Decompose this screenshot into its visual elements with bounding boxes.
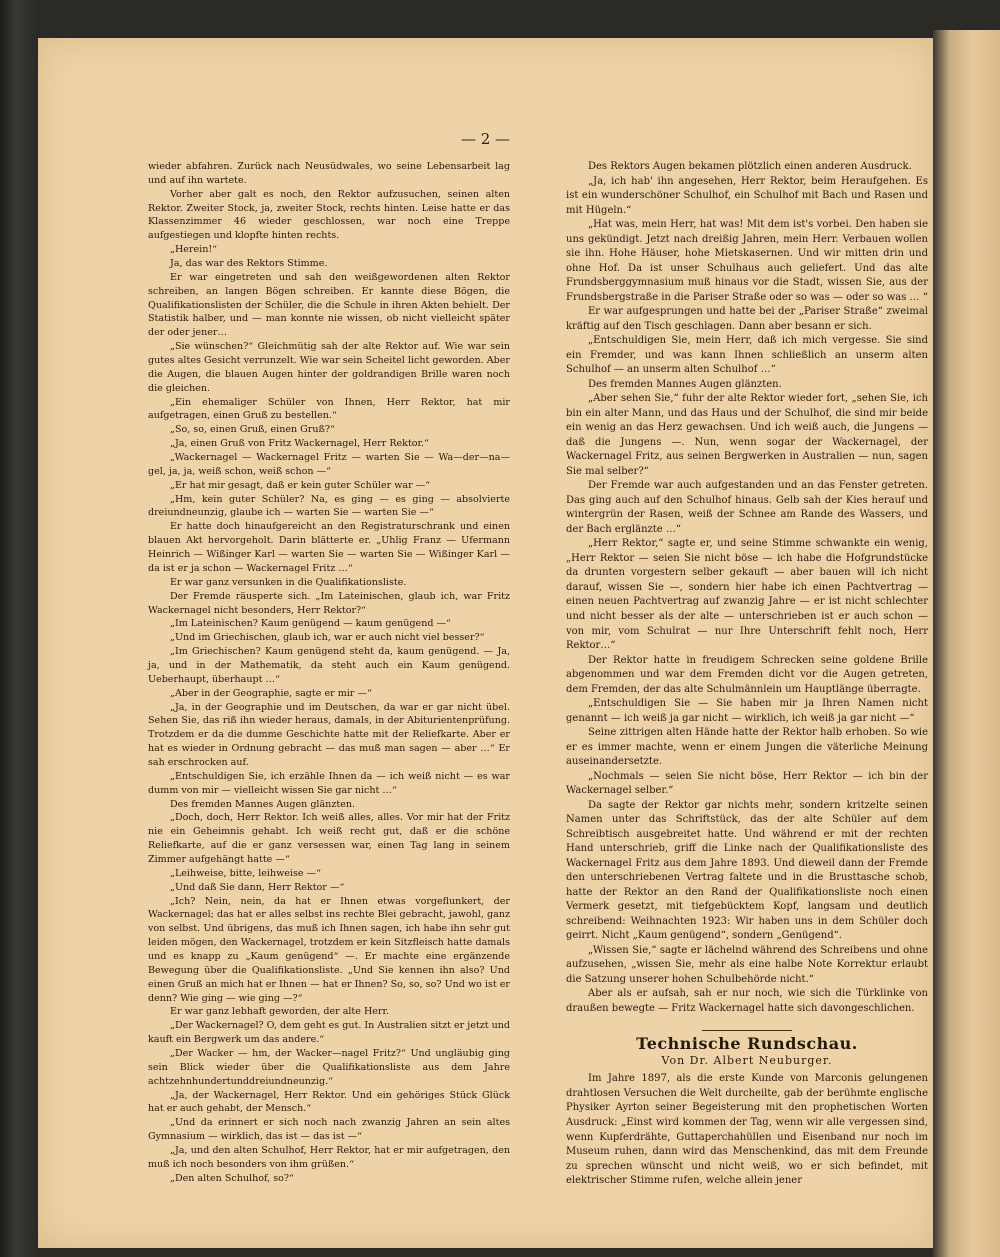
paragraph: „So, so, einen Gruß, einen Gruß?“ xyxy=(170,424,335,436)
section-divider xyxy=(702,1030,792,1031)
paragraph: Aber als er aufsah, sah er nur noch, wie sich die Türklinke von draußen bewegte — Fritz Wackernagel hatte sich davongeschlichen. xyxy=(566,988,928,1014)
paragraph: „Hm, kein guter Schüler? Na, es ging — es ging — absolvierte dreiundneunzig, glaube ich — warten Sie — warten Sie —“ xyxy=(148,493,510,519)
paragraph: „Hat was, mein Herr, hat was! Mit dem ist's vorbei. Den haben sie uns gekündigt. Jetzt nach dreißig Jahren, mein Herr. Verbauen wollen sie ihn. Hohe Häuser, hohe Mietskasernen. Und wir mitten drin und ohne Hof. Da ist unser Schulhaus auch geliefert. Und das alte Frundsberggymnasium muß hinaus vor die Stadt, wissen Sie, aus der Frundsbergstraße in die Pariser Straße oder so was — oder so was … “ xyxy=(566,219,928,303)
paragraph: „Und im Griechischen, glaub ich, war er auch nicht viel besser?“ xyxy=(170,632,485,644)
paragraph: „Doch, doch, Herr Rektor. Ich weiß alles, alles. Vor mir hat der Fritz nie ein Geheimnis gehabt. Ich weiß recht gut, daß er die schöne Reliefkarte, auf die er ganz versessen war, einen Tag lang in seinem Zimmer aufgehängt hatte —“ xyxy=(148,812,510,865)
paragraph: „Der Wacker — hm, der Wacker—nagel Fritz?“ Und ungläubig ging sein Blick wieder über die Qualifikationsliste aus dem Jahre achtzehnhundertunddreiundneunzig.“ xyxy=(148,1048,510,1087)
paragraph: Des fremden Mannes Augen glänzten. xyxy=(170,798,356,810)
paragraph: Des Rektors Augen bekamen plötzlich einen anderen Ausdruck. xyxy=(588,161,912,172)
newspaper-page xyxy=(38,38,933,1248)
page-number: — 2 — xyxy=(460,130,511,148)
paragraph: „Leihweise, bitte, leihweise —“ xyxy=(170,867,321,879)
paragraph: „Entschuldigen Sie, ich erzähle Ihnen da — ich weiß nicht — es war dumm von mir — vielleicht wissen Sie gar nicht …“ xyxy=(148,770,510,796)
paragraph: „Herein!“ xyxy=(170,244,218,256)
paragraph: „Ja, in der Geographie und im Deutschen, da war er gar nicht übel. Sehen Sie, das riß ihn wieder heraus, damals, in der Abiturientenprüfung. Trotzdem er da die dumme Geschichte hatte mit der Reliefkarte. Aber er hat es wieder in Ordnung gebracht — das muß man sagen — aber …“ Er sah erschrocken auf. xyxy=(148,701,510,768)
paragraph: „Im Griechischen? Kaum genügend steht da, kaum genügend. — Ja, ja, und in der Mathematik, da steht auch ein Kaum genügend. Ueberhaupt, überhaupt …“ xyxy=(148,646,510,685)
article-byline: Von Dr. Albert Neuburger. xyxy=(661,1053,833,1067)
paragraph: Ja, das war des Rektors Stimme. xyxy=(170,258,328,270)
next-page-edge xyxy=(933,30,1000,1257)
paragraph: „Entschuldigen Sie — Sie haben mir ja Ihren Namen nicht genannt — ich weiß ja gar nicht — wirklich, ich weiß ja gar nicht —“ xyxy=(566,698,928,724)
paragraph: „Im Lateinischen? Kaum genügend — kaum genügend —“ xyxy=(170,618,451,630)
paragraph: „Ja, ich hab' ihn angesehen, Herr Rektor, beim Heraufgehen. Es ist ein wunderschöner Schulhof, ein Schulhof mit Bach und Rasen und mit Hügeln.“ xyxy=(566,175,928,216)
paragraph: „Herr Rektor,“ sagte er, und seine Stimme schwankte ein wenig, „Herr Rektor — seien Sie nicht böse — ich habe die Hofgrundstücke da drunten vorgestern selber gekauft — aber bauen will ich nicht darauf, wissen Sie —, sondern hier habe ich einen Pachtvertrag — einen neuen Pachtvertrag auf zwanzig Jahre — er ist nicht schlechter und nicht besser als der alte — unterschrieben ist er auch schon — von mir, vom Schulrat — nur Ihre Unterschrift fehlt noch, Herr Rektor…“ xyxy=(566,538,928,652)
article-paragraph: Im Jahre 1897, als die erste Kunde von Marconis gelungenen drahtlosen Versuchen die Welt durcheilte, gab der berühmte englische Physiker Ayrton seiner Begeisterung mit den prophetischen Worten Ausdruck: „Einst wird kommen der Tag, wenn wir alle vergessen sind, wenn Kupferdrähte, Guttaperchahüllen und Eisenband nur noch im Museum ruhen, dann wird das Menschenkind, das mit dem Freunde zu sprechen wünscht und nicht weiß, wo er sich befindet, mit elektrischer Stimme rufen, welche allein jener xyxy=(566,1073,928,1187)
book-binding xyxy=(0,0,40,1257)
paragraph: „Aber in der Geographie, sagte er mir —“ xyxy=(170,687,372,699)
paragraph: „Den alten Schulhof, so?“ xyxy=(170,1172,294,1184)
paragraph: Da sagte der Rektor gar nichts mehr, sondern kritzelte seinen Namen unter das Schriftstück, das der alte Schüler auf dem Schreibtisch ausgebreitet hatte. Und während er mit der rechten Hand unterschrieb, griff die Linke nach der Qualifikationsliste des Wackernagel Fritz aus dem Jahre 1893. Und dieweil dann der Fremde den unterschriebenen Vertrag faltete und in die Brusttasche schob, hatte der Rektor an den Rand der Qualifikationsliste noch einen Vermerk gesetzt, mit tiefgebücktem Kopf, langsam und deutlich schreibend: Weihnachten 1923: Wir haben uns in dem Schüler doch geirrt. Nicht „Kaum genügend“, sondern „Genügend“. xyxy=(566,799,928,942)
right-column xyxy=(566,160,928,1189)
paragraph: „Entschuldigen Sie, mein Herr, daß ich mich vergesse. Sie sind ein Fremder, und was kann Ihnen schließlich an unserm alten Schulhof — an unserm alten Schulhof …“ xyxy=(566,335,928,376)
paragraph: „Und da erinnert er sich noch nach zwanzig Jahren an sein altes Gymnasium — wirklich, das ist — das ist —“ xyxy=(148,1117,510,1143)
paragraph: Der Fremde war auch aufgestanden und an das Fenster getreten. Das ging auch auf den Schulhof hinaus. Gelb sah der Kies herauf und wintergrün der Rasen, weiß der Schnee am Rande des Wassers, und der Bach erglänzte …“ xyxy=(566,480,928,535)
paragraph: Er hatte doch hinaufgereicht an den Registraturschrank und einen blauen Akt hervorgeholt. Darin blätterte er. „Uhlig Franz — Ufermann Heinrich — Wißinger Karl — warten Sie — warten Sie — Wißinger Karl — da ist er ja schon — Wackernagel Fritz …“ xyxy=(148,521,510,574)
paragraph: Der Rektor hatte in freudigem Schrecken seine goldene Brille abgenommen und war dem Fremden dicht vor die Augen getreten, dem Fremden, der das alte Schulmännlein um Hauptlänge überragte. xyxy=(566,654,928,695)
paragraph: Er war eingetreten und sah den weißgewordenen alten Rektor schreiben, an langen Bögen schreiben. Er kannte diese Bögen, die Qualifikationslisten der Schüler, die die Schule in ihren Akten behielt. Der Statistik halber, und — man konnte nie wissen, ob nicht vielleicht später der oder jener… xyxy=(148,271,510,339)
paragraph: „Ja, einen Gruß von Fritz Wackernagel, Herr Rektor.“ xyxy=(170,438,429,450)
paragraph: Des fremden Mannes Augen glänzten. xyxy=(588,378,782,390)
paragraph: Er war aufgesprungen und hatte bei der „Pariser Straße“ zweimal kräftig auf den Tisch geschlagen. Dann aber besann er sich. xyxy=(566,306,928,332)
paragraph: Vorher aber galt es noch, den Rektor aufzusuchen, seinen alten Rektor. Zweiter Stock, ja, zweiter Stock, rechts hinten. Leise hatte er das Klassenzimmer 46 wieder geschlossen, war noch eine Treppe aufgestiegen und klopfte hinten rechts. xyxy=(148,188,510,242)
paragraph: „Wackernagel — Wackernagel Fritz — warten Sie — Wa—der—na—gel, ja, ja, weiß schon, weiß schon —“ xyxy=(148,452,510,477)
article-heading: Technische Rundschau. xyxy=(636,1034,858,1054)
paragraph: Seine zittrigen alten Hände hatte der Rektor halb erhoben. So wie er es immer machte, wenn er einem Jungen die väterliche Meinung auseinandersetzte. xyxy=(566,727,928,768)
paragraph: „Sie wünschen?“ Gleichmütig sah der alte Rektor auf. Wie war sein gutes altes Gesicht verrunzelt. Wie war sein Scheitel licht geworden. Aber die Augen, die blauen Augen hinter der goldrandigen Brille waren noch die gleichen. xyxy=(148,341,510,394)
paragraph: „Nochmals — seien Sie nicht böse, Herr Rektor — ich bin der Wackernagel selber.“ xyxy=(566,770,928,797)
paragraph: „Er hat mir gesagt, daß er kein guter Schüler war —“ xyxy=(170,479,431,491)
paragraph: wieder abfahren. Zurück nach Neusüdwales, wo seine Lebensarbeit lag und auf ihn wartete. xyxy=(148,161,510,186)
left-column xyxy=(148,160,510,1186)
paragraph: „Ja, der Wackernagel, Herr Rektor. Und ein gehöriges Stück Glück hat er auch gehabt, der Mensch.“ xyxy=(148,1089,510,1115)
paragraph: „Aber sehen Sie,“ fuhr der alte Rektor wieder fort, „sehen Sie, ich bin ein alter Mann, und das Haus und der Schulhof, die sind mir beide ein wenig an das Herz gewachsen. Und ich weiß auch, die Jungens — daß die Jungens —. Nun, wenn sogar der Wackernagel, der Wackernagel Fritz, aus seinen Bergwerken in Australien — nun, sagen Sie mal selber?“ xyxy=(566,393,928,477)
paragraph: Der Fremde räusperte sich. „Im Lateinischen, glaub ich, war Fritz Wackernagel nicht besonders, Herr Rektor?“ xyxy=(148,590,510,616)
paragraph: Er war ganz lebhaft geworden, der alte Herr. xyxy=(170,1006,390,1018)
paragraph: „Ein ehemaliger Schüler von Ihnen, Herr Rektor, hat mir aufgetragen, einen Gruß zu bestellen.“ xyxy=(148,396,510,422)
paragraph: Er war ganz versunken in die Qualifikationsliste. xyxy=(170,576,407,588)
paragraph: „Und daß Sie dann, Herr Rektor —“ xyxy=(170,881,345,893)
paragraph: „Wissen Sie,“ sagte er lächelnd während des Schreibens und ohne aufzusehen, „wissen Sie, mehr als eine halbe Note Korrektur erlaubt die Satzung unserer hohen Schulbehörde nicht.“ xyxy=(566,944,928,985)
paragraph: „Ich? Nein, nein, da hat er Ihnen etwas vorgeflunkert, der Wackernagel; das hat er alles selbst ins rechte Blei gebracht, jawohl, ganz von selbst. Und übrigens, das muß ich Ihnen sagen, ich habe ihn sehr gut leiden mögen, den Wackernagel, trotzdem er kein Sitzfleisch hatte damals und es knapp zu „Kaum genügend“ —. Er machte eine ergänzende Bewegung über die Qualifikationsliste. „Und Sie kennen ihn also? Und einen Gruß an mich hat er Ihnen — hat er Ihnen? So, so, so? Und wo ist er denn? Wie ging — wie ging —?“ xyxy=(148,895,510,1004)
paragraph: „Der Wackernagel? O, dem geht es gut. In Australien sitzt er jetzt und kauft ein Bergwerk um das andere.“ xyxy=(148,1020,511,1046)
paragraph: „Ja, und den alten Schulhof, Herr Rektor, hat er mir aufgetragen, den muß ich noch besonders von ihm grüßen.“ xyxy=(148,1145,510,1170)
